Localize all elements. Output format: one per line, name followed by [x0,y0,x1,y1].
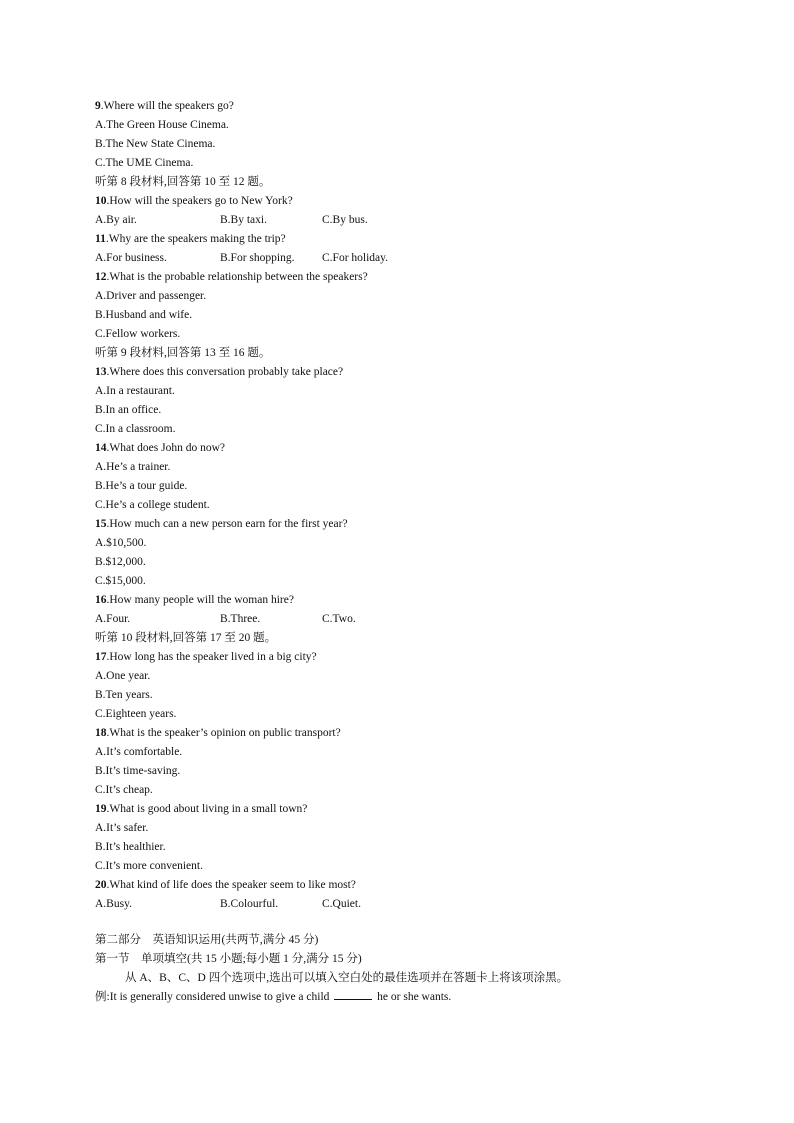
question-stem [95,876,715,895]
question-number: 13 [95,366,107,378]
question-text: .How long has the speaker lived in a big city? [106,651,317,663]
example-sentence [95,988,715,1007]
question-number: 9 [95,100,101,112]
question-text: .What is the probable relationship between the speakers? [106,271,368,283]
answer-option: A.It’s safer. [95,822,149,834]
answer-option: B.It’s healthier. [95,841,166,853]
answer-option: C.In a classroom. [95,423,176,435]
question-text: .What is the speaker’s opinion on public transport? [106,727,341,739]
options-row [95,895,715,914]
answer-option: C.It’s more convenient. [95,860,203,872]
question-text: .How will the speakers go to New York? [106,195,293,207]
question-stem [95,648,715,667]
answer-option: B.For shopping. [220,252,295,264]
question-text: .What does John do now? [106,442,225,454]
question-number: 18 [95,727,107,739]
options-row [95,610,715,629]
question-stem [95,439,715,458]
question-number: 20 [95,879,107,891]
question-text: .Where does this conversation probably take place? [106,366,344,378]
answer-option: C.Fellow workers. [95,328,181,340]
section1-title: 第一节 单项填空(共 15 小题;每小题 1 分,满分 15 分) [95,953,362,965]
example-text-before: 例:It is generally considered unwise to give a child [95,991,330,1003]
answer-option: B.$12,000. [95,556,146,568]
question-stem [95,97,715,116]
example-blank [334,988,372,1000]
answer-option: C.He’s a college student. [95,499,210,511]
question-stem [95,724,715,743]
answer-option: B.By taxi. [220,214,267,226]
question-stem [95,515,715,534]
answer-option: B.In an office. [95,404,162,416]
options-row [95,211,715,230]
answer-option: B.It’s time-saving. [95,765,181,777]
answer-option: A.$10,500. [95,537,147,549]
question-stem [95,230,715,249]
answer-option: A.Busy. [95,898,132,910]
answer-option: B.The New State Cinema. [95,138,216,150]
question-number: 15 [95,518,107,530]
listening-section-header: 听第 10 段材料,回答第 17 至 20 题。 [95,632,277,644]
question-number: 10 [95,195,107,207]
answer-option: A.One year. [95,670,151,682]
question-stem [95,363,715,382]
answer-option: A.The Green House Cinema. [95,119,229,131]
question-stem [95,268,715,287]
listening-section-header: 听第 9 段材料,回答第 13 至 16 题。 [95,347,271,359]
question-text: .Why are the speakers making the trip? [105,233,286,245]
question-number: 16 [95,594,107,606]
question-number: 11 [95,233,106,245]
answer-option: A.Four. [95,613,131,625]
answer-option: C.Two. [322,613,356,625]
answer-option: A.He’s a trainer. [95,461,171,473]
listening-section-header: 听第 8 段材料,回答第 10 至 12 题。 [95,176,271,188]
question-stem [95,800,715,819]
question-text: .What is good about living in a small town? [106,803,308,815]
section1-instruction: 从 A、B、C、D 四个选项中,选出可以填入空白处的最佳选项并在答题卡上将该项涂黑。 [125,972,569,984]
answer-option: B.Husband and wife. [95,309,193,321]
question-text: .How many people will the woman hire? [106,594,294,606]
question-text: .What kind of life does the speaker seem to like most? [106,879,356,891]
answer-option: B.Three. [220,613,261,625]
options-row [95,249,715,268]
answer-option: B.He’s a tour guide. [95,480,188,492]
answer-option: C.By bus. [322,214,368,226]
part2-title: 第二部分 英语知识运用(共两节,满分 45 分) [95,934,319,946]
answer-option: C.It’s cheap. [95,784,153,796]
answer-option: C.$15,000. [95,575,146,587]
answer-option: C.Eighteen years. [95,708,177,720]
answer-option: C.For holiday. [322,252,389,264]
question-text: .How much can a new person earn for the first year? [106,518,348,530]
question-text: .Where will the speakers go? [100,100,234,112]
question-number: 12 [95,271,107,283]
question-number: 19 [95,803,107,815]
exam-page [95,97,715,1007]
answer-option: C.The UME Cinema. [95,157,194,169]
listening-questions [95,97,715,914]
answer-option: B.Ten years. [95,689,153,701]
answer-option: A.For business. [95,252,167,264]
answer-option: C.Quiet. [322,898,361,910]
question-number: 14 [95,442,107,454]
question-number: 17 [95,651,107,663]
example-text-after: he or she wants. [377,991,452,1003]
answer-option: A.It’s comfortable. [95,746,183,758]
question-stem [95,591,715,610]
question-stem [95,192,715,211]
answer-option: A.By air. [95,214,137,226]
answer-option: A.In a restaurant. [95,385,175,397]
answer-option: A.Driver and passenger. [95,290,207,302]
answer-option: B.Colourful. [220,898,279,910]
